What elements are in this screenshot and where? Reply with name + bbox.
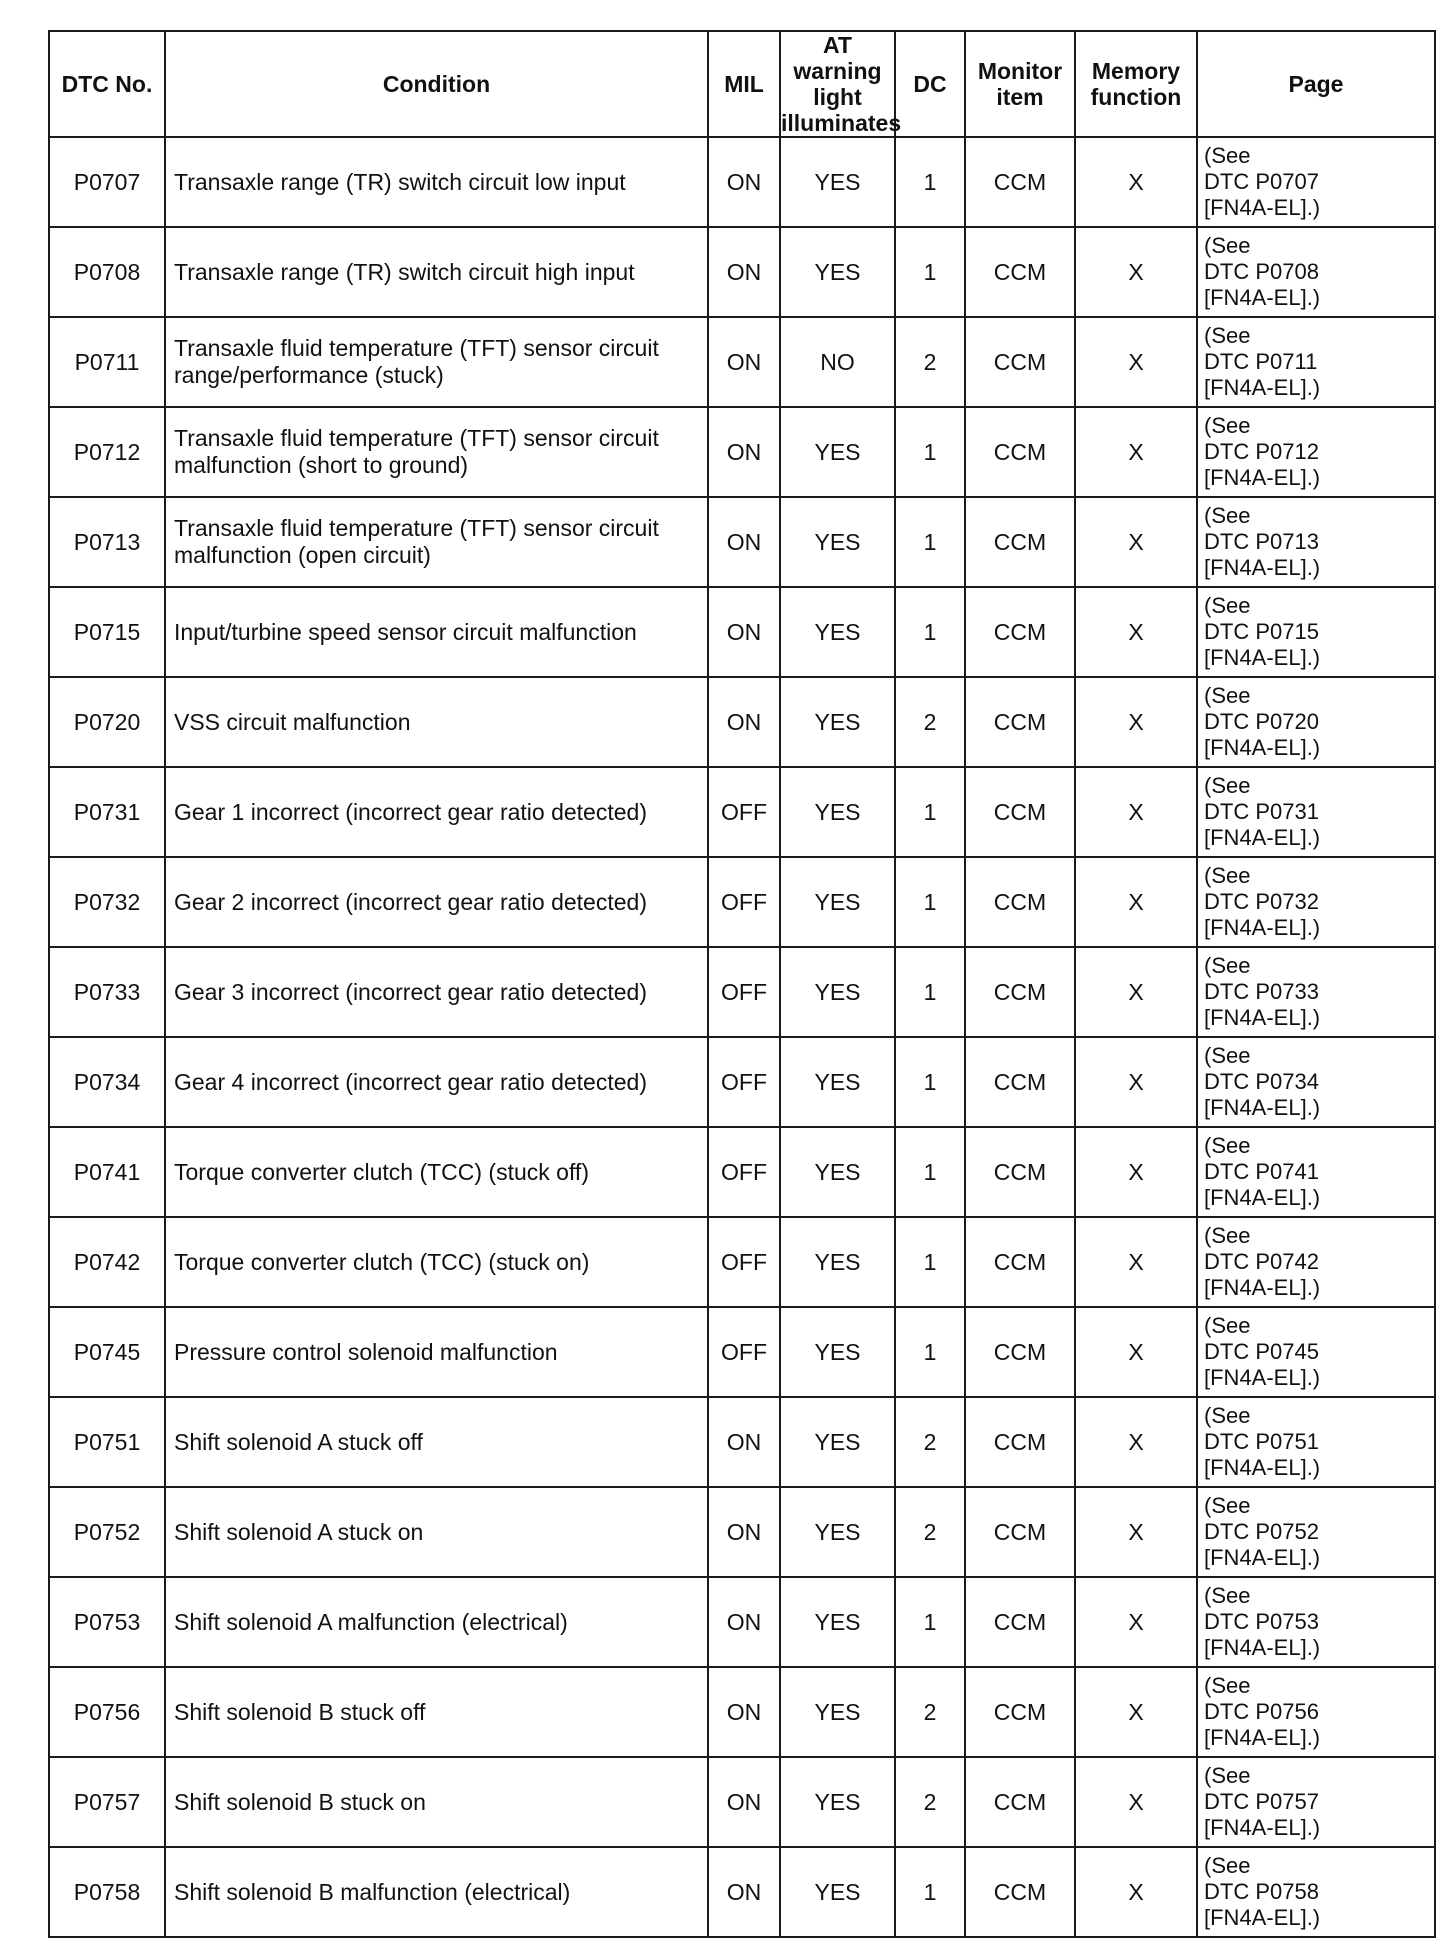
page-reference-cell bbox=[1197, 947, 1435, 1037]
condition-cell: Shift solenoid A malfunction (electrical) bbox=[165, 1577, 708, 1667]
page-reference-line: DTC P0711 bbox=[1204, 349, 1318, 374]
table-row bbox=[49, 317, 1435, 407]
table-row bbox=[49, 1127, 1435, 1217]
page-reference-line: (See bbox=[1204, 1403, 1251, 1428]
at-warning-cell: YES bbox=[780, 1847, 895, 1937]
page-reference-line: (See bbox=[1204, 1313, 1251, 1338]
page-reference-cell bbox=[1197, 137, 1435, 227]
mil-cell: ON bbox=[708, 1847, 780, 1937]
header-mil: MIL bbox=[708, 31, 780, 137]
page-reference-line: [FN4A-EL].) bbox=[1204, 1545, 1321, 1570]
page-reference-line: DTC P0756 bbox=[1204, 1699, 1319, 1724]
condition-cell: Input/turbine speed sensor circuit malfunction bbox=[165, 587, 708, 677]
condition-cell: Gear 3 incorrect (incorrect gear ratio detected) bbox=[165, 947, 708, 1037]
header-dtc-no: DTC No. bbox=[49, 31, 165, 137]
mil-cell: ON bbox=[708, 1577, 780, 1667]
memory-function-cell: X bbox=[1075, 1847, 1197, 1937]
condition-cell: Shift solenoid B stuck off bbox=[165, 1667, 708, 1757]
page-reference-line: DTC P0758 bbox=[1204, 1879, 1319, 1904]
condition-cell: Transaxle range (TR) switch circuit low input bbox=[165, 137, 708, 227]
page-reference-cell bbox=[1197, 677, 1435, 767]
dtc-code-cell: P0707 bbox=[49, 137, 165, 227]
memory-function-cell: X bbox=[1075, 1037, 1197, 1127]
condition-cell: Torque converter clutch (TCC) (stuck off) bbox=[165, 1127, 708, 1217]
page-reference-line: [FN4A-EL].) bbox=[1204, 645, 1321, 670]
at-warning-cell: YES bbox=[780, 677, 895, 767]
page-reference-line: DTC P0712 bbox=[1204, 439, 1319, 464]
condition-cell: Gear 1 incorrect (incorrect gear ratio detected) bbox=[165, 767, 708, 857]
at-warning-cell: YES bbox=[780, 1397, 895, 1487]
table-row bbox=[49, 857, 1435, 947]
memory-function-cell: X bbox=[1075, 1577, 1197, 1667]
memory-function-cell: X bbox=[1075, 1397, 1197, 1487]
page-reference-line: [FN4A-EL].) bbox=[1204, 1095, 1321, 1120]
memory-function-cell: X bbox=[1075, 677, 1197, 767]
page-reference-line: (See bbox=[1204, 323, 1251, 348]
condition-cell: Transaxle range (TR) switch circuit high input bbox=[165, 227, 708, 317]
memory-function-cell: X bbox=[1075, 587, 1197, 677]
document-page bbox=[48, 30, 1434, 1938]
memory-function-cell: X bbox=[1075, 1487, 1197, 1577]
table-row bbox=[49, 1757, 1435, 1847]
dtc-code-cell: P0756 bbox=[49, 1667, 165, 1757]
dc-cell: 1 bbox=[895, 497, 965, 587]
page-reference-cell bbox=[1197, 767, 1435, 857]
page-reference-line: [FN4A-EL].) bbox=[1204, 1455, 1321, 1480]
memory-function-cell: X bbox=[1075, 1757, 1197, 1847]
memory-function-cell: X bbox=[1075, 767, 1197, 857]
monitor-item-cell: CCM bbox=[965, 317, 1075, 407]
monitor-item-cell: CCM bbox=[965, 497, 1075, 587]
page-reference-line: (See bbox=[1204, 1493, 1251, 1518]
at-warning-cell: YES bbox=[780, 947, 895, 1037]
dtc-code-cell: P0713 bbox=[49, 497, 165, 587]
at-warning-cell: YES bbox=[780, 1127, 895, 1217]
condition-cell: Shift solenoid A stuck off bbox=[165, 1397, 708, 1487]
dtc-code-cell: P0734 bbox=[49, 1037, 165, 1127]
page-reference-line: [FN4A-EL].) bbox=[1204, 1635, 1321, 1660]
dc-cell: 2 bbox=[895, 1757, 965, 1847]
page-reference-line: DTC P0715 bbox=[1204, 619, 1319, 644]
page-reference-cell bbox=[1197, 1487, 1435, 1577]
dtc-code-cell: P0715 bbox=[49, 587, 165, 677]
page-reference-line: (See bbox=[1204, 773, 1251, 798]
condition-cell: Gear 4 incorrect (incorrect gear ratio detected) bbox=[165, 1037, 708, 1127]
condition-cell: Pressure control solenoid malfunction bbox=[165, 1307, 708, 1397]
monitor-item-cell: CCM bbox=[965, 1487, 1075, 1577]
memory-function-cell: X bbox=[1075, 947, 1197, 1037]
mil-cell: ON bbox=[708, 227, 780, 317]
page-reference-line: DTC P0745 bbox=[1204, 1339, 1319, 1364]
dc-cell: 1 bbox=[895, 1847, 965, 1937]
table-row bbox=[49, 1037, 1435, 1127]
page-reference-line: [FN4A-EL].) bbox=[1204, 915, 1321, 940]
at-warning-cell: YES bbox=[780, 857, 895, 947]
memory-function-cell: X bbox=[1075, 317, 1197, 407]
dc-cell: 2 bbox=[895, 1487, 965, 1577]
monitor-item-cell: CCM bbox=[965, 1217, 1075, 1307]
condition-cell: Shift solenoid B stuck on bbox=[165, 1757, 708, 1847]
page-reference-cell bbox=[1197, 1847, 1435, 1937]
dc-cell: 1 bbox=[895, 1577, 965, 1667]
page-reference-line: DTC P0713 bbox=[1204, 529, 1319, 554]
table-row bbox=[49, 767, 1435, 857]
monitor-item-cell: CCM bbox=[965, 137, 1075, 227]
dc-cell: 1 bbox=[895, 1037, 965, 1127]
dc-cell: 2 bbox=[895, 677, 965, 767]
memory-function-cell: X bbox=[1075, 1667, 1197, 1757]
dc-cell: 1 bbox=[895, 137, 965, 227]
dtc-code-cell: P0731 bbox=[49, 767, 165, 857]
mil-cell: ON bbox=[708, 1397, 780, 1487]
page-reference-cell bbox=[1197, 1217, 1435, 1307]
mil-cell: OFF bbox=[708, 857, 780, 947]
at-warning-cell: YES bbox=[780, 1307, 895, 1397]
dc-cell: 2 bbox=[895, 317, 965, 407]
page-reference-line: DTC P0734 bbox=[1204, 1069, 1319, 1094]
monitor-item-cell: CCM bbox=[965, 1127, 1075, 1217]
page-reference-line: (See bbox=[1204, 503, 1251, 528]
dc-cell: 1 bbox=[895, 1307, 965, 1397]
mil-cell: ON bbox=[708, 1667, 780, 1757]
page-reference-line: (See bbox=[1204, 863, 1251, 888]
dtc-code-cell: P0758 bbox=[49, 1847, 165, 1937]
page-reference-cell bbox=[1197, 1577, 1435, 1667]
dtc-code-cell: P0751 bbox=[49, 1397, 165, 1487]
dtc-code-cell: P0753 bbox=[49, 1577, 165, 1667]
at-warning-cell: YES bbox=[780, 767, 895, 857]
header-page: Page bbox=[1197, 31, 1435, 137]
page-reference-line: DTC P0731 bbox=[1204, 799, 1319, 824]
monitor-item-cell: CCM bbox=[965, 227, 1075, 317]
table-row bbox=[49, 137, 1435, 227]
page-reference-line: (See bbox=[1204, 413, 1251, 438]
memory-function-cell: X bbox=[1075, 497, 1197, 587]
condition-cell: Transaxle fluid temperature (TFT) sensor circuit range/performance (stuck) bbox=[165, 317, 708, 407]
condition-cell: VSS circuit malfunction bbox=[165, 677, 708, 767]
memory-function-cell: X bbox=[1075, 137, 1197, 227]
dc-cell: 1 bbox=[895, 407, 965, 497]
page-reference-cell bbox=[1197, 317, 1435, 407]
page-reference-line: [FN4A-EL].) bbox=[1204, 825, 1321, 850]
page-reference-line: [FN4A-EL].) bbox=[1204, 1725, 1321, 1750]
at-warning-cell: YES bbox=[780, 227, 895, 317]
mil-cell: ON bbox=[708, 1487, 780, 1577]
dtc-code-cell: P0742 bbox=[49, 1217, 165, 1307]
page-reference-cell bbox=[1197, 1037, 1435, 1127]
mil-cell: OFF bbox=[708, 1037, 780, 1127]
header-memory-function: Memory function bbox=[1075, 31, 1197, 137]
table-row bbox=[49, 947, 1435, 1037]
dtc-code-cell: P0711 bbox=[49, 317, 165, 407]
mil-cell: OFF bbox=[708, 1217, 780, 1307]
page-reference-line: (See bbox=[1204, 1133, 1251, 1158]
page-reference-line: (See bbox=[1204, 1673, 1251, 1698]
header-condition: Condition bbox=[165, 31, 708, 137]
at-warning-cell: YES bbox=[780, 1217, 895, 1307]
table-body bbox=[49, 137, 1435, 1937]
page-reference-line: DTC P0753 bbox=[1204, 1609, 1319, 1634]
header-monitor-item: Monitor item bbox=[965, 31, 1075, 137]
page-reference-line: [FN4A-EL].) bbox=[1204, 1365, 1321, 1390]
page-reference-line: DTC P0752 bbox=[1204, 1519, 1319, 1544]
page-reference-cell bbox=[1197, 1667, 1435, 1757]
page-reference-line: DTC P0741 bbox=[1204, 1159, 1319, 1184]
dc-cell: 2 bbox=[895, 1667, 965, 1757]
memory-function-cell: X bbox=[1075, 1217, 1197, 1307]
monitor-item-cell: CCM bbox=[965, 1847, 1075, 1937]
page-reference-line: DTC P0742 bbox=[1204, 1249, 1319, 1274]
page-reference-line: [FN4A-EL].) bbox=[1204, 465, 1321, 490]
mil-cell: ON bbox=[708, 1757, 780, 1847]
condition-cell: Gear 2 incorrect (incorrect gear ratio detected) bbox=[165, 857, 708, 947]
at-warning-cell: YES bbox=[780, 497, 895, 587]
at-warning-cell: YES bbox=[780, 407, 895, 497]
page-reference-line: DTC P0733 bbox=[1204, 979, 1319, 1004]
page-reference-line: [FN4A-EL].) bbox=[1204, 1185, 1321, 1210]
dtc-code-cell: P0733 bbox=[49, 947, 165, 1037]
at-warning-cell: YES bbox=[780, 587, 895, 677]
page-reference-line: (See bbox=[1204, 593, 1251, 618]
page-reference-line: DTC P0751 bbox=[1204, 1429, 1319, 1454]
page-reference-cell bbox=[1197, 1307, 1435, 1397]
page-reference-line: DTC P0708 bbox=[1204, 259, 1319, 284]
mil-cell: ON bbox=[708, 587, 780, 677]
dtc-code-cell: P0732 bbox=[49, 857, 165, 947]
at-warning-cell: YES bbox=[780, 1577, 895, 1667]
table-row bbox=[49, 497, 1435, 587]
page-reference-line: [FN4A-EL].) bbox=[1204, 285, 1321, 310]
page-reference-line: (See bbox=[1204, 1853, 1251, 1878]
monitor-item-cell: CCM bbox=[965, 1667, 1075, 1757]
monitor-item-cell: CCM bbox=[965, 407, 1075, 497]
page-reference-cell bbox=[1197, 1397, 1435, 1487]
condition-cell: Shift solenoid B malfunction (electrical) bbox=[165, 1847, 708, 1937]
page-reference-line: [FN4A-EL].) bbox=[1204, 555, 1321, 580]
page-reference-line: DTC P0707 bbox=[1204, 169, 1319, 194]
page-reference-line: [FN4A-EL].) bbox=[1204, 375, 1321, 400]
dc-cell: 1 bbox=[895, 1217, 965, 1307]
page-reference-line: DTC P0720 bbox=[1204, 709, 1319, 734]
table-row bbox=[49, 1307, 1435, 1397]
page-reference-line: [FN4A-EL].) bbox=[1204, 1275, 1321, 1300]
table-row bbox=[49, 1577, 1435, 1667]
mil-cell: OFF bbox=[708, 767, 780, 857]
mil-cell: ON bbox=[708, 407, 780, 497]
mil-cell: OFF bbox=[708, 1127, 780, 1217]
at-warning-cell: YES bbox=[780, 1487, 895, 1577]
at-warning-cell: YES bbox=[780, 1757, 895, 1847]
monitor-item-cell: CCM bbox=[965, 1037, 1075, 1127]
at-warning-cell: YES bbox=[780, 1037, 895, 1127]
table-row bbox=[49, 1667, 1435, 1757]
table-row bbox=[49, 1217, 1435, 1307]
page-reference-line: DTC P0732 bbox=[1204, 889, 1319, 914]
dtc-table bbox=[48, 30, 1436, 1938]
memory-function-cell: X bbox=[1075, 1307, 1197, 1397]
page-reference-line: (See bbox=[1204, 683, 1251, 708]
table-header-row bbox=[49, 31, 1435, 137]
dtc-code-cell: P0752 bbox=[49, 1487, 165, 1577]
dc-cell: 1 bbox=[895, 767, 965, 857]
mil-cell: ON bbox=[708, 497, 780, 587]
monitor-item-cell: CCM bbox=[965, 1397, 1075, 1487]
mil-cell: ON bbox=[708, 137, 780, 227]
monitor-item-cell: CCM bbox=[965, 1307, 1075, 1397]
at-warning-cell: NO bbox=[780, 317, 895, 407]
dtc-code-cell: P0708 bbox=[49, 227, 165, 317]
page-reference-cell bbox=[1197, 857, 1435, 947]
memory-function-cell: X bbox=[1075, 227, 1197, 317]
page-reference-line: (See bbox=[1204, 1223, 1251, 1248]
page-reference-cell bbox=[1197, 227, 1435, 317]
monitor-item-cell: CCM bbox=[965, 587, 1075, 677]
page-reference-cell bbox=[1197, 1757, 1435, 1847]
dtc-code-cell: P0745 bbox=[49, 1307, 165, 1397]
dtc-code-cell: P0720 bbox=[49, 677, 165, 767]
page-reference-line: (See bbox=[1204, 233, 1251, 258]
dtc-code-cell: P0757 bbox=[49, 1757, 165, 1847]
dc-cell: 1 bbox=[895, 857, 965, 947]
condition-cell: Shift solenoid A stuck on bbox=[165, 1487, 708, 1577]
page-reference-line: (See bbox=[1204, 1763, 1251, 1788]
memory-function-cell: X bbox=[1075, 857, 1197, 947]
monitor-item-cell: CCM bbox=[965, 677, 1075, 767]
mil-cell: OFF bbox=[708, 947, 780, 1037]
table-row bbox=[49, 407, 1435, 497]
page-reference-cell bbox=[1197, 407, 1435, 497]
table-row bbox=[49, 227, 1435, 317]
dc-cell: 1 bbox=[895, 587, 965, 677]
page-reference-line: DTC P0757 bbox=[1204, 1789, 1319, 1814]
page-reference-cell bbox=[1197, 587, 1435, 677]
table-row bbox=[49, 1847, 1435, 1937]
monitor-item-cell: CCM bbox=[965, 947, 1075, 1037]
monitor-item-cell: CCM bbox=[965, 767, 1075, 857]
dtc-code-cell: P0741 bbox=[49, 1127, 165, 1217]
memory-function-cell: X bbox=[1075, 1127, 1197, 1217]
page-reference-line: [FN4A-EL].) bbox=[1204, 1905, 1321, 1930]
page-reference-line: [FN4A-EL].) bbox=[1204, 735, 1321, 760]
page-reference-line: [FN4A-EL].) bbox=[1204, 1815, 1321, 1840]
memory-function-cell: X bbox=[1075, 407, 1197, 497]
condition-cell: Transaxle fluid temperature (TFT) sensor circuit malfunction (open circuit) bbox=[165, 497, 708, 587]
dc-cell: 1 bbox=[895, 227, 965, 317]
table-row bbox=[49, 677, 1435, 767]
at-warning-cell: YES bbox=[780, 1667, 895, 1757]
page-reference-line: (See bbox=[1204, 143, 1251, 168]
condition-cell: Torque converter clutch (TCC) (stuck on) bbox=[165, 1217, 708, 1307]
mil-cell: ON bbox=[708, 317, 780, 407]
page-reference-line: (See bbox=[1204, 1583, 1251, 1608]
page-reference-cell bbox=[1197, 497, 1435, 587]
header-at-warning: AT warning light illuminates bbox=[781, 32, 902, 136]
table-row bbox=[49, 587, 1435, 677]
monitor-item-cell: CCM bbox=[965, 1757, 1075, 1847]
dc-cell: 1 bbox=[895, 947, 965, 1037]
dtc-code-cell: P0712 bbox=[49, 407, 165, 497]
monitor-item-cell: CCM bbox=[965, 1577, 1075, 1667]
page-reference-line: (See bbox=[1204, 953, 1251, 978]
page-reference-line: [FN4A-EL].) bbox=[1204, 195, 1321, 220]
table-row bbox=[49, 1397, 1435, 1487]
page-reference-cell bbox=[1197, 1127, 1435, 1217]
at-warning-cell: YES bbox=[780, 137, 895, 227]
page-reference-line: (See bbox=[1204, 1043, 1251, 1068]
header-dc: DC bbox=[895, 31, 965, 137]
mil-cell: ON bbox=[708, 677, 780, 767]
monitor-item-cell: CCM bbox=[965, 857, 1075, 947]
condition-cell: Transaxle fluid temperature (TFT) sensor circuit malfunction (short to ground) bbox=[165, 407, 708, 497]
table-row bbox=[49, 1487, 1435, 1577]
dc-cell: 1 bbox=[895, 1127, 965, 1217]
dc-cell: 2 bbox=[895, 1397, 965, 1487]
page-reference-line: [FN4A-EL].) bbox=[1204, 1005, 1321, 1030]
mil-cell: OFF bbox=[708, 1307, 780, 1397]
